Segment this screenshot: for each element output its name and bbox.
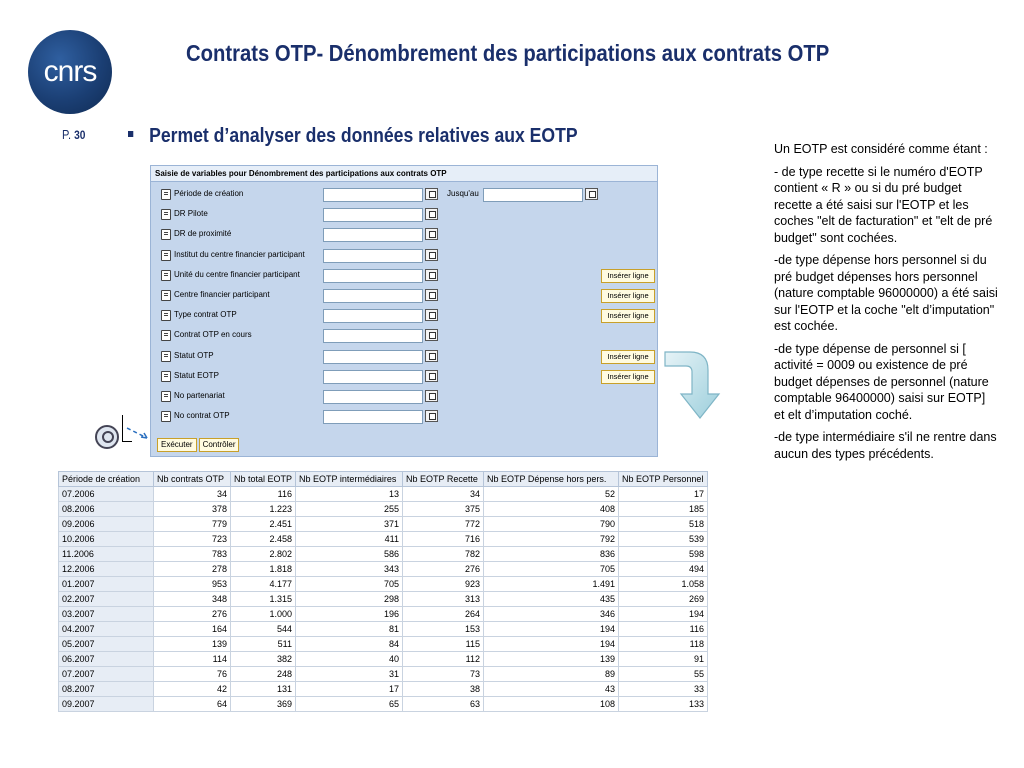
multiple-selection-icon[interactable]	[425, 309, 438, 321]
insert-row-button[interactable]: Insérer ligne	[601, 289, 655, 303]
cnrs-logo	[28, 30, 112, 114]
count-cell: 2.451	[231, 517, 296, 532]
column-header[interactable]: Nb total EOTP	[231, 472, 296, 487]
field-input[interactable]	[323, 390, 423, 404]
sap-field-row	[161, 228, 651, 242]
results-table-container	[58, 471, 738, 733]
field-input[interactable]	[323, 350, 423, 364]
results-table	[58, 471, 708, 712]
multiple-selection-icon[interactable]	[425, 208, 438, 220]
count-cell: 43	[484, 682, 619, 697]
count-cell: 343	[296, 562, 403, 577]
multiple-selection-icon[interactable]	[425, 390, 438, 402]
execute-button[interactable]: Exécuter	[157, 438, 197, 452]
field-input[interactable]	[323, 410, 423, 424]
multiple-selection-icon[interactable]	[425, 289, 438, 301]
count-cell: 1.315	[231, 592, 296, 607]
field-input[interactable]	[323, 269, 423, 283]
field-input[interactable]	[323, 249, 423, 263]
count-cell: 375	[403, 502, 484, 517]
count-cell: 55	[619, 667, 708, 682]
multiple-selection-icon[interactable]	[425, 329, 438, 341]
field-label: Statut EOTP	[174, 370, 219, 380]
page-prefix: P.	[62, 127, 72, 142]
count-cell: 790	[484, 517, 619, 532]
count-cell: 348	[154, 592, 231, 607]
count-cell: 411	[296, 532, 403, 547]
field-help-icon[interactable]	[161, 250, 171, 261]
period-cell: 04.2007	[59, 622, 154, 637]
table-row	[59, 592, 708, 607]
count-cell: 31	[296, 667, 403, 682]
field-input[interactable]	[323, 309, 423, 323]
count-cell: 33	[619, 682, 708, 697]
count-cell: 84	[296, 637, 403, 652]
insert-row-button[interactable]: Insérer ligne	[601, 309, 655, 323]
table-row	[59, 637, 708, 652]
count-cell: 511	[231, 637, 296, 652]
table-row	[59, 532, 708, 547]
count-cell: 108	[484, 697, 619, 712]
count-cell: 255	[296, 502, 403, 517]
multiple-selection-icon[interactable]	[425, 228, 438, 240]
table-row	[59, 502, 708, 517]
field-label: Période de création	[174, 189, 244, 198]
definition-paragraph: -de type intermédiaire s'il ne rentre dans aucun des types précédents.	[774, 430, 997, 461]
field-help-icon[interactable]	[161, 351, 171, 362]
period-cell: 08.2006	[59, 502, 154, 517]
sap-field-row	[161, 188, 651, 202]
field-input[interactable]	[323, 370, 423, 384]
field-input[interactable]	[323, 289, 423, 303]
count-cell: 371	[296, 517, 403, 532]
count-cell: 1.223	[231, 502, 296, 517]
period-cell: 05.2007	[59, 637, 154, 652]
count-cell: 276	[154, 607, 231, 622]
field-label: DR de proximité	[174, 229, 232, 239]
period-cell: 03.2007	[59, 607, 154, 622]
field-input[interactable]	[323, 188, 423, 202]
field-help-icon[interactable]	[161, 270, 171, 281]
table-row	[59, 547, 708, 562]
table-row	[59, 577, 708, 592]
sap-field-row	[161, 329, 651, 343]
count-cell: 115	[403, 637, 484, 652]
field-help-icon[interactable]	[161, 330, 171, 341]
sap-field-row	[161, 370, 651, 384]
check-button[interactable]: Contrôler	[199, 438, 240, 452]
sap-field-row	[161, 269, 651, 283]
count-cell: 539	[619, 532, 708, 547]
insert-row-button[interactable]: Insérer ligne	[601, 269, 655, 283]
period-cell: 09.2006	[59, 517, 154, 532]
table-row	[59, 607, 708, 622]
count-cell: 346	[484, 607, 619, 622]
count-cell: 772	[403, 517, 484, 532]
bullet-text: Permet d’analyser des données relatives aux EOTP	[149, 125, 578, 147]
period-cell: 02.2007	[59, 592, 154, 607]
field-input-to[interactable]	[483, 188, 583, 202]
bullet-heading	[128, 125, 578, 148]
column-header[interactable]: Nb EOTP Recette	[403, 472, 484, 487]
count-cell: 276	[403, 562, 484, 577]
period-cell: 07.2007	[59, 667, 154, 682]
count-cell: 116	[231, 487, 296, 502]
count-cell: 112	[403, 652, 484, 667]
count-cell: 116	[619, 622, 708, 637]
sap-field-row	[161, 309, 651, 323]
sap-field-row	[161, 289, 651, 303]
field-help-icon[interactable]	[161, 371, 171, 382]
table-row	[59, 517, 708, 532]
count-cell: 17	[296, 682, 403, 697]
count-cell: 114	[154, 652, 231, 667]
page-number-value: 30	[74, 128, 86, 142]
sap-field-row	[161, 390, 651, 404]
until-label: Jusqu'au	[447, 189, 479, 198]
count-cell: 139	[154, 637, 231, 652]
field-input[interactable]	[323, 228, 423, 242]
count-cell: 313	[403, 592, 484, 607]
field-help-icon[interactable]	[161, 229, 171, 240]
count-cell: 76	[154, 667, 231, 682]
field-label: Centre financier participant	[174, 290, 270, 299]
sap-title: Saisie de variables pour Dénombrement des participations aux contrats OTP	[151, 166, 657, 182]
table-row	[59, 487, 708, 502]
multiple-selection-icon[interactable]	[425, 269, 438, 281]
field-input[interactable]	[323, 329, 423, 343]
multiple-selection-icon[interactable]	[425, 410, 438, 422]
count-cell: 194	[484, 637, 619, 652]
count-cell: 518	[619, 517, 708, 532]
page-number	[62, 127, 85, 142]
count-cell: 586	[296, 547, 403, 562]
count-cell: 81	[296, 622, 403, 637]
count-cell: 4.177	[231, 577, 296, 592]
count-cell: 52	[484, 487, 619, 502]
count-cell: 131	[231, 682, 296, 697]
sap-field-row	[161, 208, 651, 222]
insert-row-button[interactable]: Insérer ligne	[601, 370, 655, 384]
count-cell: 779	[154, 517, 231, 532]
field-label: No contrat OTP	[174, 411, 230, 421]
field-input[interactable]	[323, 208, 423, 222]
count-cell: 953	[154, 577, 231, 592]
field-help-icon[interactable]	[161, 310, 171, 321]
bullet-square-icon	[128, 131, 133, 137]
period-cell: 07.2006	[59, 487, 154, 502]
count-cell: 435	[484, 592, 619, 607]
multiple-selection-icon[interactable]	[585, 188, 598, 200]
count-cell: 194	[484, 622, 619, 637]
count-cell: 65	[296, 697, 403, 712]
definition-paragraph: -de type dépense de personnel si [ activité = 0009 ou existence de pré budget dépenses de personnel (nature comptable 96400000) saisi sur EOTP] et elt d’imputation coché.	[774, 341, 989, 422]
count-cell: 923	[403, 577, 484, 592]
count-cell: 196	[296, 607, 403, 622]
count-cell: 544	[231, 622, 296, 637]
field-label: No partenariat	[174, 391, 225, 400]
sap-field-row	[161, 249, 651, 263]
column-header[interactable]: Nb EOTP intermédiaires	[296, 472, 403, 487]
field-label: Unité du centre financier participant	[174, 269, 300, 279]
field-label: DR Pilote	[174, 209, 208, 219]
count-cell: 64	[154, 697, 231, 712]
count-cell: 369	[231, 697, 296, 712]
column-header[interactable]: Nb contrats OTP	[154, 472, 231, 487]
eotp-definition-text	[774, 141, 998, 468]
table-row	[59, 697, 708, 712]
table-row	[59, 622, 708, 637]
count-cell: 13	[296, 487, 403, 502]
column-header[interactable]: Nb EOTP Personnel	[619, 472, 708, 487]
count-cell: 1.818	[231, 562, 296, 577]
period-cell: 06.2007	[59, 652, 154, 667]
count-cell: 38	[403, 682, 484, 697]
definition-paragraph: - de type recette si le numéro d'EOTP contient « R » ou si du pré budget recette a été saisi sur l'EOTP et les coches "elt de facturation" et "elt de pré budget" sont cochées.	[774, 164, 993, 245]
count-cell: 164	[154, 622, 231, 637]
sap-buttons	[157, 434, 241, 452]
count-cell: 17	[619, 487, 708, 502]
field-label: Type contrat OTP	[174, 310, 237, 320]
table-body	[59, 487, 708, 712]
sap-selection-screen	[150, 165, 658, 457]
logo-text: cnrs	[43, 55, 97, 88]
count-cell: 91	[619, 652, 708, 667]
search-icon	[95, 425, 119, 449]
column-header[interactable]: Nb EOTP Dépense hors pers.	[484, 472, 619, 487]
count-cell: 408	[484, 502, 619, 517]
count-cell: 248	[231, 667, 296, 682]
count-cell: 382	[231, 652, 296, 667]
field-help-icon[interactable]	[161, 209, 171, 220]
multiple-selection-icon[interactable]	[425, 370, 438, 382]
count-cell: 118	[619, 637, 708, 652]
insert-row-button[interactable]: Insérer ligne	[601, 350, 655, 364]
count-cell: 705	[484, 562, 619, 577]
curved-arrow-icon	[662, 348, 722, 420]
count-cell: 716	[403, 532, 484, 547]
count-cell: 2.802	[231, 547, 296, 562]
multiple-selection-icon[interactable]	[425, 188, 438, 200]
count-cell: 2.458	[231, 532, 296, 547]
count-cell: 89	[484, 667, 619, 682]
count-cell: 34	[403, 487, 484, 502]
count-cell: 494	[619, 562, 708, 577]
definition-paragraph: -de type dépense hors personnel si du pré budget dépenses hors personnel (nature comptable 96000000) a été saisi sur l'EOTP et la coche "elt d’imputation" est cochée.	[774, 253, 998, 333]
table-row	[59, 667, 708, 682]
callout-arrow-icon	[125, 422, 155, 442]
count-cell: 783	[154, 547, 231, 562]
field-help-icon[interactable]	[161, 391, 171, 402]
count-cell: 298	[296, 592, 403, 607]
count-cell: 1.000	[231, 607, 296, 622]
count-cell: 264	[403, 607, 484, 622]
definition-paragraph: Un EOTP est considéré comme étant :	[774, 142, 988, 156]
count-cell: 73	[403, 667, 484, 682]
table-row	[59, 682, 708, 697]
count-cell: 34	[154, 487, 231, 502]
count-cell: 278	[154, 562, 231, 577]
period-cell: 01.2007	[59, 577, 154, 592]
table-header-row	[59, 472, 708, 487]
count-cell: 133	[619, 697, 708, 712]
count-cell: 63	[403, 697, 484, 712]
period-cell: 11.2006	[59, 547, 154, 562]
table-row	[59, 652, 708, 667]
count-cell: 705	[296, 577, 403, 592]
count-cell: 185	[619, 502, 708, 517]
field-help-icon[interactable]	[161, 189, 171, 200]
count-cell: 378	[154, 502, 231, 517]
sap-field-row	[161, 410, 651, 424]
column-header[interactable]: Période de création	[59, 472, 154, 487]
count-cell: 42	[154, 682, 231, 697]
count-cell: 723	[154, 532, 231, 547]
count-cell: 782	[403, 547, 484, 562]
multiple-selection-icon[interactable]	[425, 350, 438, 362]
field-help-icon[interactable]	[161, 290, 171, 301]
count-cell: 139	[484, 652, 619, 667]
period-cell: 10.2006	[59, 532, 154, 547]
count-cell: 1.058	[619, 577, 708, 592]
field-label: Institut du centre financier participant	[174, 249, 305, 259]
count-cell: 153	[403, 622, 484, 637]
period-cell: 08.2007	[59, 682, 154, 697]
period-cell: 09.2007	[59, 697, 154, 712]
field-help-icon[interactable]	[161, 411, 171, 422]
count-cell: 1.491	[484, 577, 619, 592]
field-label: Statut OTP	[174, 350, 214, 360]
table-row	[59, 562, 708, 577]
count-cell: 836	[484, 547, 619, 562]
sap-field-row	[161, 350, 651, 364]
count-cell: 269	[619, 592, 708, 607]
count-cell: 40	[296, 652, 403, 667]
field-label: Contrat OTP en cours	[174, 330, 252, 340]
count-cell: 598	[619, 547, 708, 562]
multiple-selection-icon[interactable]	[425, 249, 438, 261]
count-cell: 194	[619, 607, 708, 622]
period-cell: 12.2006	[59, 562, 154, 577]
count-cell: 792	[484, 532, 619, 547]
slide-title: Contrats OTP- Dénombrement des participations aux contrats OTP	[186, 40, 830, 66]
